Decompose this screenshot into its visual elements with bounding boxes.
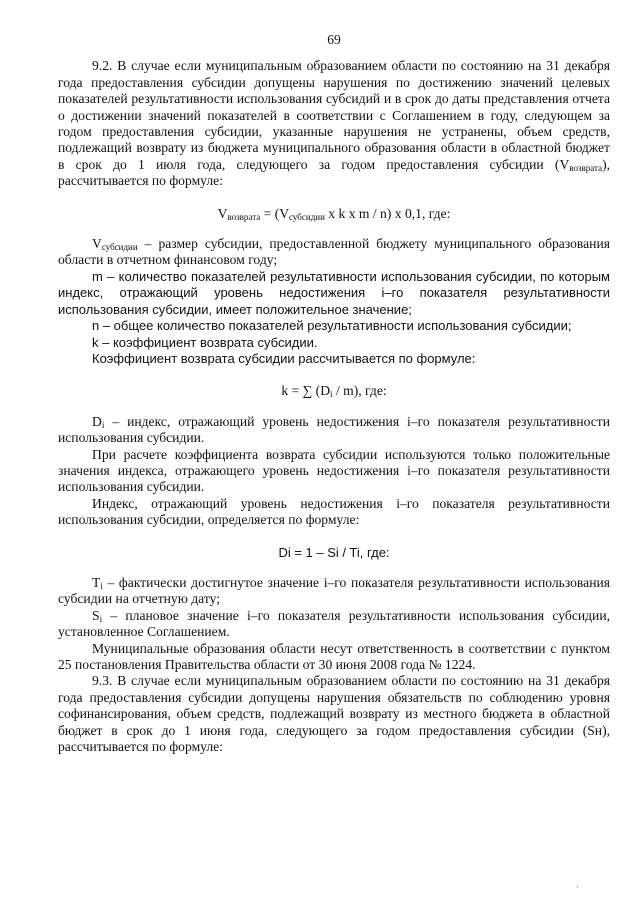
definition-t [58,575,610,608]
formula-1-rhs: x k x m / n) x 0,1, где: [324,205,451,221]
v-return-subscript: возврата [569,162,603,173]
formula-1-lhs-sub: возврата [227,211,261,222]
formula-return-volume [58,206,610,222]
paragraph-9-2 [58,58,610,189]
corner-mark: ' [576,883,578,894]
formula-1-lhs: V [217,205,228,221]
definition-v-subsidy [58,236,610,269]
t-symbol: T [92,574,101,590]
definition-m: m – количество показателей результативности использования субсидии, по которым индекс, отражающий уровень недостижения i–го показателя результативности использования субсидии, имеет положительное значение; [58,268,610,317]
responsibility-paragraph: Муниципальные образования области несут ответственность в соответствии с пунктом 25 постановления Правительства области от 30 июня 2008 года № 1224. [58,640,610,672]
formula-di: Di = 1 – Si / Ti, где: [278,544,390,560]
paragraph-9-3: 9.3. В случае если муниципальным образованием области по состоянию на 31 декабря года предоставления субсидии допущены нарушения обязательств по соблюдению уровня софинансирования, объем средств, подлежащий возврату из местного бюджета в областной бюджет в срок до 1 июня года, следующего за годом предоставления субсидии (Sн), рассчитывается по формуле: [58,673,610,755]
page-number: 69 [327,32,341,47]
v-symbol: V [92,236,102,252]
v-definition-text: – размер субсидии, предоставленной бюджету муниципального образования области в отчетном финансовом году; [58,236,610,268]
formula-2-sub: i [330,389,333,400]
definition-s [58,608,610,641]
formula-1-mid: = (V [260,205,290,221]
formula-1-mid-sub: субсидии [289,211,325,222]
positive-values-note: При расчете коэффициента возврата субсидии используются только положительные значения индекса, отражающего уровень недостижения i–го показателя результативности использования субсидии. [58,446,610,495]
s-symbol-sub: i [99,613,103,624]
t-definition-text: – фактически достигнутое значение i–го показателя результативности использования субсидии на отчетную дату; [58,574,610,607]
k-formula-intro: Коэффициент возврата субсидии рассчитывается по формуле: [92,350,476,366]
d-symbol-sub: i [101,419,105,430]
index-formula-intro: Индекс, отражающий уровень недостижения i–го показателя результативности использования субсидии, определяется по формуле: [58,495,610,528]
v-symbol-sub: субсидии [101,242,138,253]
definition-d [58,414,610,447]
definition-k: k – коэффициент возврата субсидии. [92,334,318,350]
s-definition-text: – плановое значение i–го показателя результативности использования субсидии, установленное Соглашением. [58,607,610,640]
formula-k [58,383,610,399]
s-symbol: S [92,607,100,623]
definition-n: n – общее количество показателей результативности использования субсидии; [92,318,572,334]
t-symbol-sub: i [100,580,103,591]
paragraph-9-2-text: 9.2. В случае если муниципальным образованием области по состоянию на 31 декабря года предоставления субсидии допущены нарушения по достижению значений целевых показателей результативности использования субсидий и в срок до даты представления отчета о достижении значений показателей в соответствии с Соглашением в году, следующем за годом предоставления субсидии, указанные нарушения не устранены, объем средств, подлежащий возврату из бюджета муниципального образования области в областной бюджет в срок до 1 июля года, следующего за годом предоставления субсидии (V [58,58,610,172]
formula-2-start: k = ∑ (D [281,383,331,399]
d-definition-text: – индекс, отражающий уровень недостижения i–го показателя результативности использования субсидии. [58,413,610,446]
d-symbol: D [92,413,102,429]
paragraph-9-2-end: ), рассчитывается по формуле: [58,156,610,189]
formula-2-end: / m), где: [332,383,387,399]
